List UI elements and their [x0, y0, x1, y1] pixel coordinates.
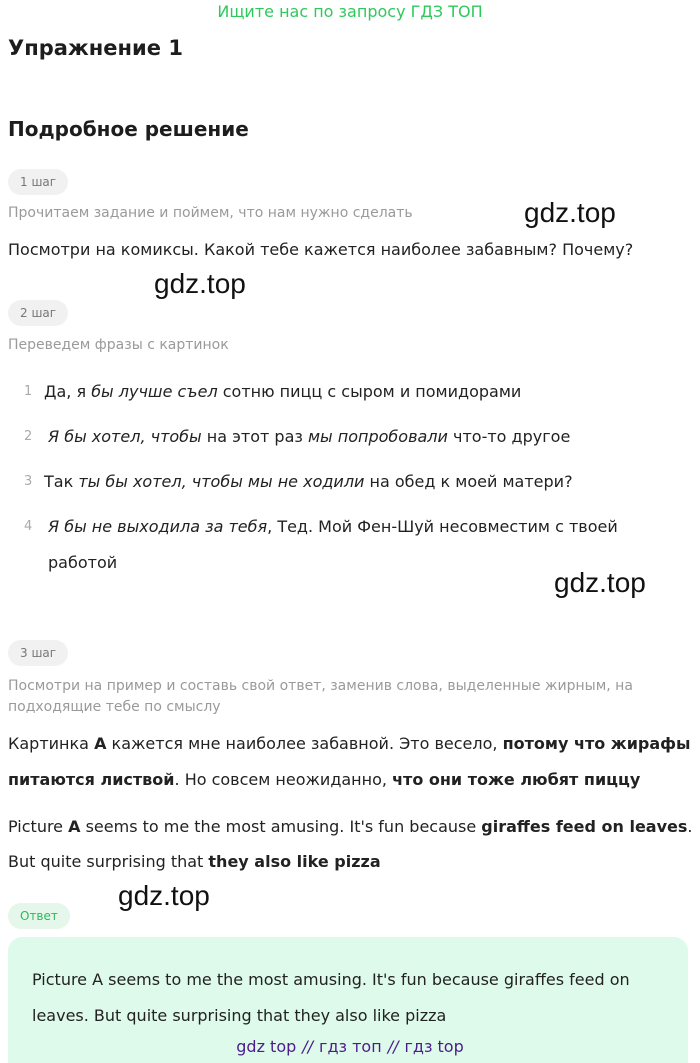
answer-line: Picture A seems to me the most amusing. It's fun because giraffes feed on — [32, 970, 630, 989]
answer-text — [32, 962, 662, 1034]
list-item: Я бы не выходила за тебя, Тед. Мой Фен-Шуй несовместим с твоей — [48, 517, 618, 536]
watermark: gdz.top — [154, 268, 246, 299]
footer-link[interactable]: гдз топ — [319, 1037, 382, 1056]
watermark: gdz.top — [554, 567, 646, 598]
list-item-number: 1 — [24, 384, 33, 399]
step-1-text: Посмотри на комиксы. Какой тебе кажется наиболее забавным? Почему? — [8, 240, 634, 259]
list-item-number: 4 — [24, 519, 33, 534]
footer-separator: // — [302, 1037, 314, 1056]
search-banner: Ищите нас по запросу ГДЗ ТОП — [217, 2, 483, 21]
answer-badge: Ответ — [8, 903, 70, 929]
step-1-badge: 1 шаг — [8, 169, 68, 195]
section-title: Подробное решение — [8, 117, 249, 141]
step-2-hint: Переведем фразы с картинок — [8, 337, 229, 353]
step-3-hint: Посмотри на пример и составь свой ответ, заменив слова, выделенные жирным, на — [8, 678, 633, 694]
list-item: Да, я бы лучше съел сотню пицц с сыром и помидорами — [44, 382, 522, 401]
example-en: But quite surprising that they also like pizza — [8, 852, 381, 871]
list-item: Так ты бы хотел, чтобы мы не ходили на обед к моей матери? — [44, 472, 573, 491]
list-item-number: 2 — [24, 429, 33, 444]
example-ru: Картинка А кажется мне наиболее забавной. Это весело, потому что жирафы — [8, 734, 691, 753]
example-en: Picture A seems to me the most amusing. It's fun because giraffes feed on leaves. — [8, 817, 693, 836]
answer-line: leaves. But quite surprising that they also like pizza — [32, 1006, 447, 1025]
step-2-badge: 2 шаг — [8, 300, 68, 326]
list-item-number: 3 — [24, 474, 33, 489]
footer-link[interactable]: гдз top — [404, 1037, 464, 1056]
watermark: gdz.top — [118, 880, 210, 911]
list-item: Я бы хотел, чтобы на этот раз мы попробовали что-то другое — [48, 427, 571, 446]
step-1-hint: Прочитаем задание и поймем, что нам нужно сделать — [8, 205, 413, 221]
footer-separator: // — [387, 1037, 399, 1056]
footer-link[interactable]: gdz top — [236, 1037, 297, 1056]
example-ru: питаются листвой. Но совсем неожиданно, что они тоже любят пиццу — [8, 770, 641, 789]
footer-links — [0, 1037, 700, 1056]
step-3-badge: 3 шаг — [8, 640, 68, 666]
watermark: gdz.top — [524, 197, 616, 228]
list-item-continuation: работой — [48, 553, 118, 572]
step-3-hint: подходящие тебе по смыслу — [8, 699, 221, 715]
page-title: Упражнение 1 — [8, 36, 183, 60]
